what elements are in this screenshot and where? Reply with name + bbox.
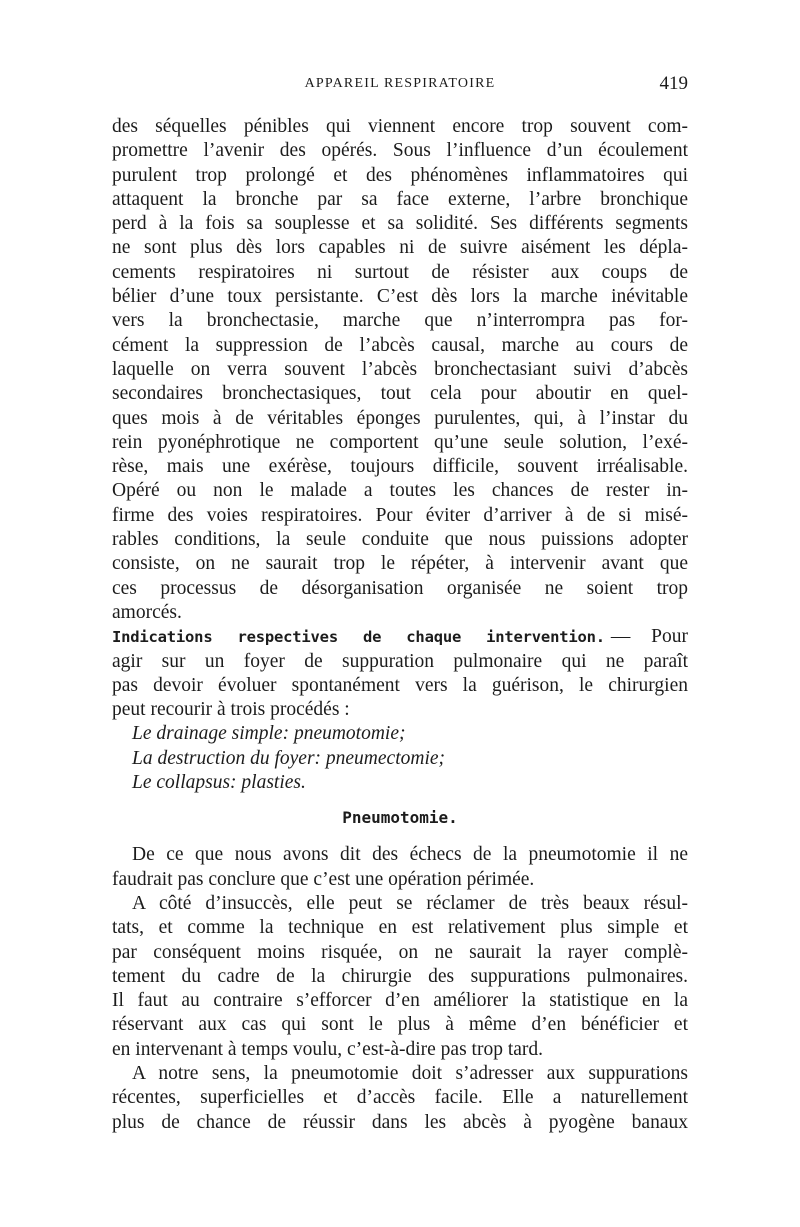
page-header <box>112 73 688 100</box>
page-body <box>112 115 688 1135</box>
text-line: rables conditions, la seule conduite que nous puissions adopter <box>112 529 688 551</box>
text-line: vers la bronchectasie, marche que n’interrompra pas for- <box>112 310 688 332</box>
text-line: purulent trop prolongé et des phénomènes inflammatoires qui <box>112 164 688 186</box>
text-line: réservant aux cas qui sont le plus à même d’en bénéficier et <box>112 1014 688 1036</box>
text-line: peut recourir à trois procédés : <box>112 699 350 721</box>
text-line: des séquelles pénibles qui viennent encore trop souvent com- <box>112 116 688 137</box>
text-line: faudrait pas conclure que c’est une opération périmée. <box>112 868 535 890</box>
text-line: promettre l’avenir des opérés. Sous l’influence d’un écoulement <box>112 140 688 162</box>
text-line: A côté d’insuccès, elle peut se réclamer de très beaux résul- <box>132 892 688 914</box>
text-line: par conséquent moins risquée, on ne saurait la rayer complè- <box>112 941 688 963</box>
text-line: Opéré ou non le malade a toutes les chances de rester in- <box>112 480 688 502</box>
text-line: laquelle on verra souvent l’abcès bronchectasiant suivi d’abcès <box>112 358 688 380</box>
text-line: A notre sens, la pneumotomie doit s’adresser aux suppurations <box>132 1062 688 1084</box>
procedure-item: La destruction du foyer: pneumectomie; <box>132 747 446 769</box>
text-line: attaquent la bronche par sa face externe, l’arbre bronchique <box>112 188 688 210</box>
indications-first-line-text: — Pour <box>610 626 688 648</box>
text-line: en intervenant à temps voulu, c’est-à-dire pas trop tard. <box>112 1038 544 1060</box>
text-line: tats, et comme la technique en est relativement plus simple et <box>112 917 688 939</box>
running-title: APPAREIL RESPIRATOIRE <box>304 76 496 91</box>
text-line: consiste, on ne saurait trop le répéter, à intervenir avant que <box>112 553 688 575</box>
text-line: ques mois à de véritables éponges purulentes, qui, à l’instar du <box>112 407 688 429</box>
procedure-item: Le drainage simple: pneumotomie; <box>132 723 406 745</box>
text-line: rèse, mais une exérèse, toujours difficile, souvent irréalisable. <box>112 456 688 478</box>
text-line: pas devoir évoluer spontanément vers la guérison, le chirurgien <box>112 674 688 696</box>
indications-heading: Indications respectives de chaque intervention. <box>112 628 605 647</box>
text-line: De ce que nous avons dit des échecs de la pneumotomie il ne <box>132 844 688 866</box>
text-line: firme des voies respiratoires. Pour éviter d’arriver à de si misé- <box>112 504 688 526</box>
text-line: rein pyonéphrotique ne comportent qu’une seule solution, l’exé- <box>112 431 688 453</box>
page-number: 419 <box>659 73 688 94</box>
text-line: agir sur un foyer de suppuration pulmonaire qui ne paraît <box>112 650 688 672</box>
text-line: amorcés. <box>112 601 182 623</box>
indications-line <box>112 625 688 649</box>
text-line: secondaires bronchectasiques, tout cela pour aboutir en quel- <box>112 383 688 405</box>
text-line: ne sont plus dès lors capables ni de suivre aisément les dépla- <box>112 237 688 259</box>
text-line: tement du cadre de la chirurgie des suppurations pulmonaires. <box>112 965 688 987</box>
section-title: Pneumotomie. <box>342 808 458 828</box>
text-line: récentes, superficielles et d’accès facile. Elle a naturellement <box>112 1087 688 1109</box>
text-line: cément la suppression de l’abcès causal, marche au cours de <box>112 334 688 356</box>
text-line: plus de chance de réussir dans les abcès à pyogène banaux <box>112 1111 688 1133</box>
text-line: perd à la fois sa souplesse et sa solidité. Ses différents segments <box>112 213 688 235</box>
text-line: Il faut au contraire s’efforcer d’en améliorer la statistique en la <box>112 990 688 1012</box>
text-line: ces processus de désorganisation organisée ne soient trop <box>112 577 688 599</box>
text-line: cements respiratoires ni surtout de résister aux coups de <box>112 261 688 283</box>
procedure-item: Le collapsus: plasties. <box>132 772 306 794</box>
text-line: bélier d’une toux persistante. C’est dès lors la marche inévitable <box>112 286 688 308</box>
